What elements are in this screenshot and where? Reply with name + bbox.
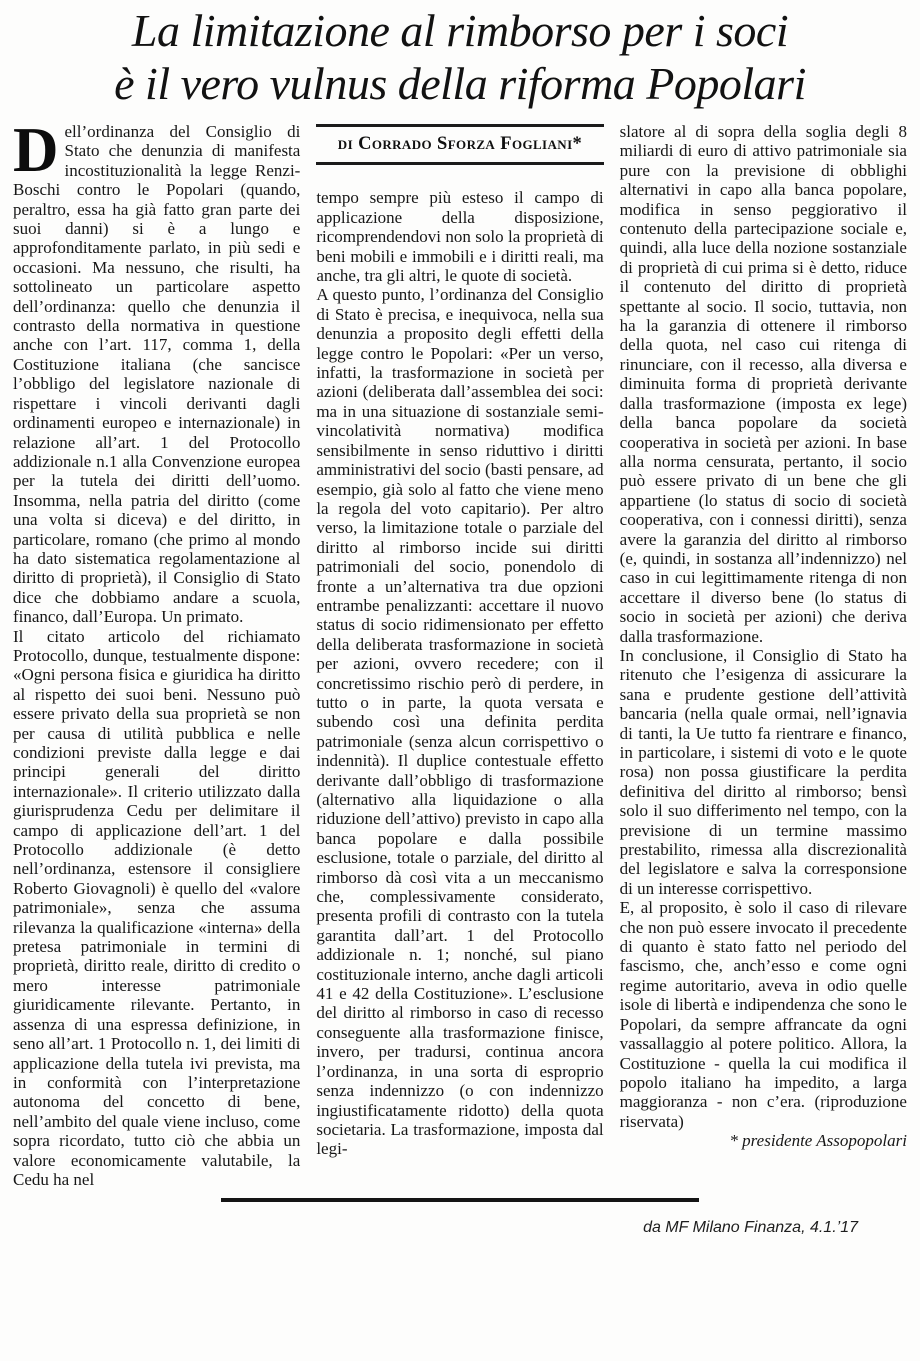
paragraph: In conclusione, il Consiglio di Stato ha ritenuto che l’esigenza di assicurare la sana e prudente gestione dell’attività bancaria (nella quale ormai, nell’ignavia di tanti, la Ue tutto fa rientrare e financo, in particolare, i sistemi di voto e le quote rosa) non possa giustificare la perdita definitiva del diritto al rimborso; bensì solo il suo differimento nel tempo, con la previsione di un termine massimo prestabilito, rimessa alla discrezionalità del legislatore e salva la corresponsione di un interesse corrispettivo. (619, 645, 907, 898)
paragraph: E, al proposito, è solo il caso di rilevare che non può essere invocato il precedente di quanto è stato fatto nel periodo del fascismo, che, anch’esso e come ogni regime autoritario, aveva in odio quelle isole di libertà e indipendenza che sono le Popolari, da sempre affrancate da ogni vassallaggio al potere politico. Allora, la Costituzione - quella la cui modifica il popolo italiano ha impedito, a larga maggioranza - non c’era. (riproduzione riservata) (619, 898, 907, 1131)
article-title (0, 4, 920, 110)
bottom-rule (221, 1198, 699, 1202)
paragraph: tempo sempre più esteso il campo di applicazione della disposizione, ricomprendendovi non solo la proprietà di beni mobili e immobili e i diritti reali, ma anche, tra gli altri, le quote di società. (316, 188, 604, 286)
article-title-line1: La limitazione al rimborso per i soci (131, 5, 789, 56)
paragraph (13, 115, 301, 627)
paragraph: Il citato articolo del richiamato Protocollo, dunque, testualmente dispone: «Ogni persona fisica e giuridica ha diritto al rispetto dei suoi beni. Nessuno può essere privato della sua proprietà se non per causa di utilità pubblica e nelle condizioni previste dalla legge e dai principi generali del diritto internazionale». Il criterio utilizzato dalla giurisprudenza Cedu per delimitare il campo di applicazione dell’art. 1 del Protocollo addizionale (è detto nell’ordinanza, estensore il consigliere Roberto Giovagnoli) è quello del «valore patrimoniale», senza che assuma rilevanza la qualificazione «interna» della pretesa patrimoniale in termini di proprietà, diritto reale, diritto di credito o mero interesse patrimoniale giuridicamente rilevante. Pertanto, in assenza di una espressa definizione, in seno all’art. 1 Protocollo n. 1, dei limiti di applicazione della tutela ivi prevista, ma in conformità con l’interpretazione autonoma del concetto di bene, nell’ambito del quale viene incluso, come sopra ricordato, tutto ciò che abbia un valore economicamente valutabile, la Cedu ha nel (13, 626, 301, 1189)
author-signature: * presidente Assopopolari (729, 1131, 907, 1151)
column-3 (620, 122, 907, 1189)
dropcap-letter: D (13, 115, 59, 185)
article-title-line2: è il vero vulnus della riforma Popolari (114, 58, 806, 109)
paragraph: A questo punto, l’ordinanza del Consiglio di Stato è precisa, e inequivoca, nella sua denunzia a proposito degli effetti della legge contro le Popolari: «Per un verso, infatti, la trasformazione in società per azioni (deliberata dall’assemblea dei soci: ma in una situazione di sostanziale semi-vincolatività normativa) modifica sensibilmente in senso riduttivo i diritti amministrativi del socio (basti pensare, ad esempio, già solo al fatto che viene meno la regola del voto capitario). Per altro verso, la limitazione totale o parziale del diritto al rimborso incide sui diritti patrimoniali del socio, ponendolo di fronte a un’alternativa tra due opzioni entrambe penalizzanti: accettare il nuovo status di socio ridimensionato per effetto della deliberata trasformazione in società per azioni, ovvero recedere; con il concretissimo rischio però di perdere, in tutto o in parte, la quota versata e subendo così una definita perdita patrimoniale (senza alcun corrispettivo o indennità). Il duplice contestuale effetto derivante dall’obbligo di trasformazione (alternativo alla liquidazione o alla riduzione dell’attivo) previsto in capo alla banca popolare e dalla possibile esclusione, totale o parziale, del diritto al rimborso dà così vita a un meccanismo che, complessivamente considerato, presenta profili di contrasto con la tutela garantita dall’art. 1 del Protocollo addizionale n. 1; nonché, sul piano costituzionale interno, anche dagli articoli 41 e 42 della Costituzione». L’esclusione del diritto al rimborso in caso di recesso conseguente alla trasformazione finisce, invero, per tradursi, continua ancora l’ordinanza, in una sorta di esproprio senza indennizzo (o con indennizzo ingiustificatamente ridotto) della quota societaria. La trasformazione, imposta dal legi- (316, 285, 604, 1159)
column-1 (13, 115, 301, 1189)
source-credit: da MF Milano Finanza, 4.1.’17 (643, 1219, 858, 1237)
byline (316, 124, 603, 165)
byline-text: di Corrado Sforza Fogliani* (337, 134, 583, 154)
article-columns (0, 115, 920, 1189)
paragraph-text: ell’ordinanza del Consiglio di Stato che denunzia di manifesta incostituzionalità la legge Renzi-Boschi contro le Popolari (quando, peraltro, essa ha già fatto gran parte dei suoi danni) si è a lungo e approfonditamente parlato, in più sedi e occasioni. Ma nessuno, che risulti, ha sottolineato un particolare aspetto dell’ordinanza: quello che denunzia il contrasto della normativa in questione anche con l’art. 117, comma 1, della Costituzione italiana (che sancisce l’obbligo del legislatore nazionale di rispettare i vincoli derivanti dagli ordinamenti europeo e internazionale) in relazione all’art. 1 del Protocollo addizionale n.1 alla Convenzione europea per la tutela dei diritti dell’uomo. Insomma, nella patria del diritto (come una volta si diceva) e del diritto, in particolare, romano (che primo al mondo ha dato sistematica regolamentazione al diritto di proprietà), il Consiglio di Stato dice che dobbiamo andare a scuola, financo, dall’Europa. Un primato. (13, 122, 301, 627)
column-2 (316, 122, 603, 1189)
paragraph: slatore al di sopra della soglia degli 8 miliardi di euro di attivo patrimoniale sia pure con la previsione di obblighi alternativi in capo alla banca popolare, modifica in senso peggiorativo il contenuto della partecipazione sociale e, quindi, alla luce della nozione sostanziale di proprietà di cui prima si è detto, riduce il contenuto del diritto di proprietà spettante al socio. Il socio, tuttavia, non ha la garanzia di ottenere il rimborso della quota, nel caso cui ritenga di rinunciare, con il recesso, alla diversa e diminuita forma di proprietà derivante dalla trasformazione (imposta ex lege) della banca popolare da società cooperativa in società per azioni. In base alla norma censurata, pertanto, il socio può essere privato di un bene che gli appartiene (lo status di socio di società cooperativa, con i connessi diritti), senza avere la garanzia del diritto al rimborso (e, quindi, in sostanza all’indennizzo) nel caso in cui legittimamente ritenga di non accettare il diverso bene (lo status di socio in società per azioni) che deriva dalla trasformazione. (619, 122, 907, 646)
